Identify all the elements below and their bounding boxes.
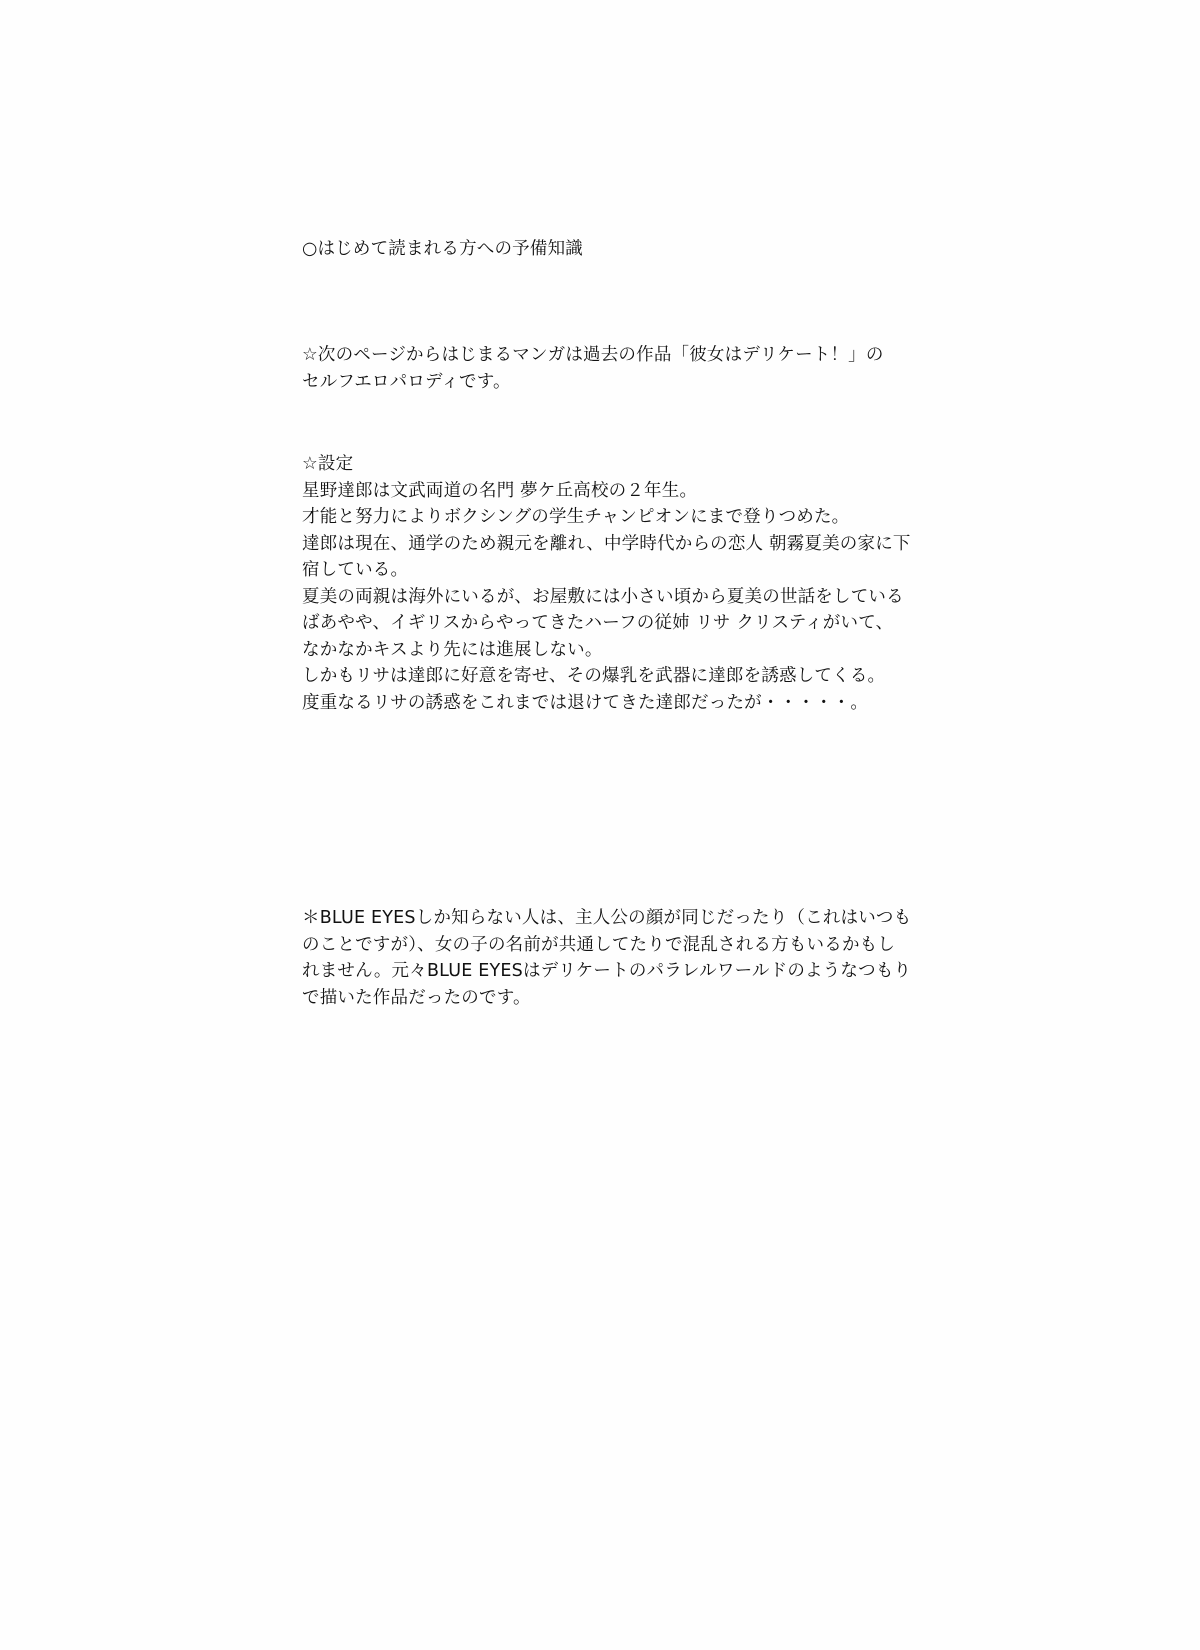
intro-line: ☆次のページからはじまるマンガは過去の作品「彼女はデリケート！」の (302, 345, 884, 365)
settings-line: 夏美の両親は海外にいるが、お屋敷には小さい頃から夏美の世話をしている (302, 586, 904, 607)
settings-section (302, 451, 962, 716)
settings-line: 才能と努力によりボクシングの学生チャンピオンにまで登りつめた。 (302, 507, 850, 527)
intro-line: セルフエロパロディです。 (302, 371, 511, 392)
note-line: ＊BLUE EYESしか知らない人は、主人公の顔が同じだったり（これはいつも (302, 908, 912, 928)
note-paragraph (302, 905, 962, 1011)
settings-line: 達郎は現在、通学のため親元を離れ、中学時代からの恋人 朝霧夏美の家に下 (302, 533, 911, 554)
intro-paragraph (302, 342, 962, 395)
note-line: のことですが）、女の子の名前が共通してたりで混乱される方もいるかもし (302, 934, 896, 955)
note-line: れません。元々BLUE EYESはデリケートのパラレルワールドのようなつもり (302, 961, 912, 981)
note-line: で描いた作品だったのです。 (302, 987, 531, 1008)
settings-line: なかなかキスより先には進展しない。 (302, 639, 603, 660)
settings-line: 星野達郎は文武両道の名門 夢ケ丘高校の２年生。 (302, 480, 698, 501)
settings-title: ☆設定 (302, 454, 354, 474)
page-heading (302, 236, 962, 263)
settings-line: しかもリサは達郎に好意を寄せ、その爆乳を武器に達郎を誘惑してくる。 (302, 666, 886, 686)
settings-line: 度重なるリサの誘惑をこれまでは退けてきた達郎だったが・・・・・。 (302, 692, 869, 713)
settings-line: ばあやや、イギリスからやってきたハーフの従姉 リサ クリスティがいて、 (302, 613, 894, 633)
heading-text: ○はじめて読まれる方への予備知識 (302, 239, 583, 259)
settings-line: 宿している。 (302, 560, 409, 580)
